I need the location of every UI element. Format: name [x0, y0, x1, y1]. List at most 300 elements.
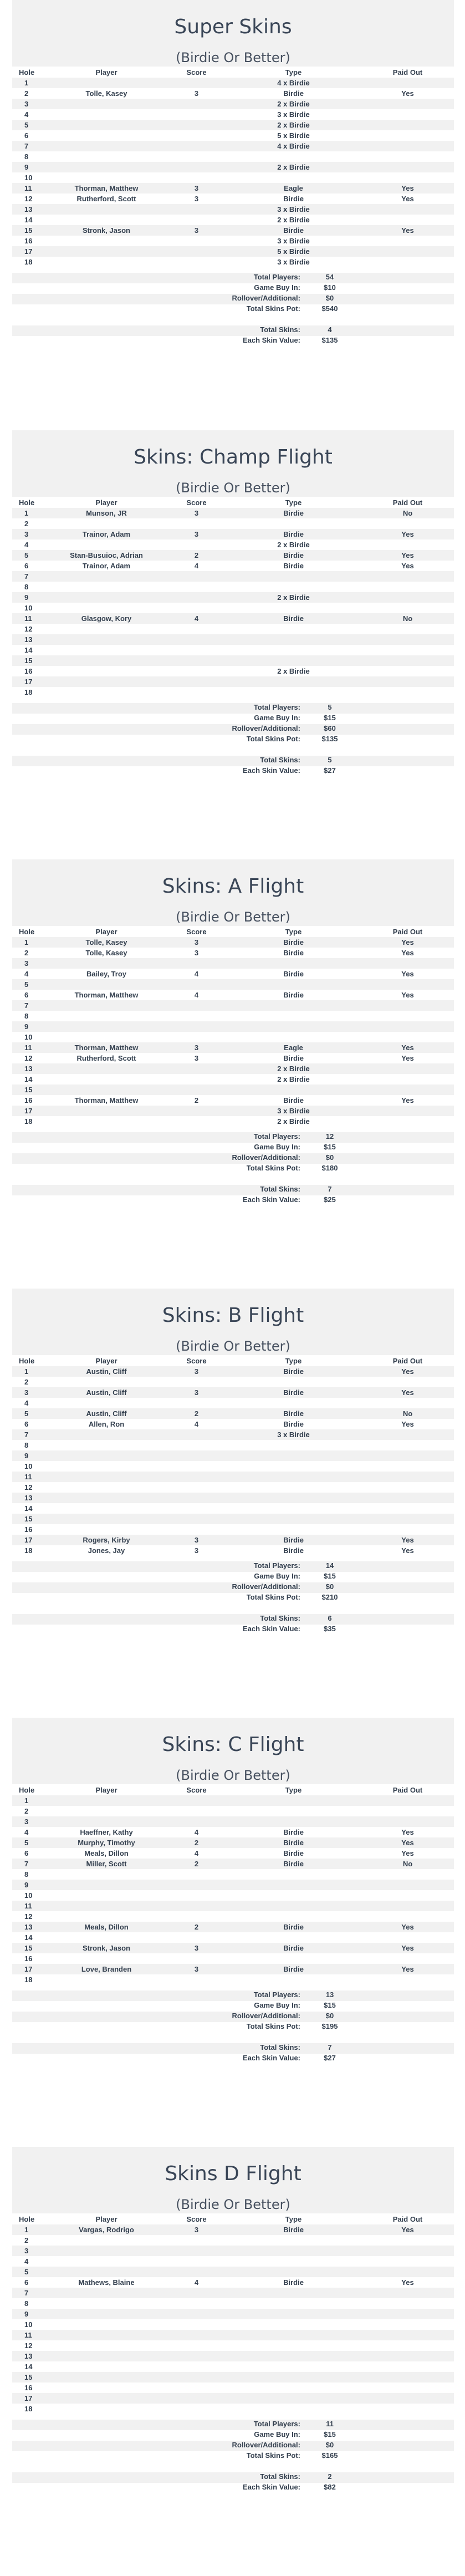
section-header	[12, 430, 454, 497]
skins-table	[12, 926, 454, 1127]
type-cell	[226, 1461, 361, 1472]
summary-label: Game Buy In:	[254, 1143, 300, 1151]
type-cell: Birdie	[226, 1408, 361, 1419]
hole-cell: 12	[12, 1911, 45, 1922]
hole-cell: 2	[12, 1377, 45, 1387]
type-cell	[226, 655, 361, 666]
hole-cell: 6	[12, 561, 45, 571]
score-cell: 3	[167, 1366, 226, 1377]
score-cell: 4	[167, 969, 226, 979]
table-row	[12, 120, 454, 130]
summary-skin-value	[12, 1195, 454, 1206]
player-cell	[45, 2246, 167, 2256]
table-row	[12, 1890, 454, 1901]
player-cell	[45, 2309, 167, 2319]
hole-header: Hole	[19, 927, 35, 936]
summary-rollover	[12, 294, 454, 304]
table-row	[12, 215, 454, 225]
score-header: Score	[186, 927, 207, 936]
section-title: Super Skins	[174, 16, 292, 38]
summary-skin-value	[12, 766, 454, 777]
summary-value: 13	[325, 1990, 334, 1999]
player-cell	[45, 78, 167, 88]
table-row	[12, 1042, 454, 1053]
hole-cell: 6	[12, 1848, 45, 1859]
summary-label: Total Skins Pot:	[246, 2022, 300, 2030]
hole-cell: 1	[12, 508, 45, 518]
player-cell	[45, 2319, 167, 2330]
summary-game-buy-in	[12, 714, 454, 724]
paid-out-cell: Yes	[361, 561, 454, 571]
type-cell	[226, 151, 361, 162]
table-row	[12, 2361, 454, 2372]
score-cell	[167, 624, 226, 634]
paid-out-cell: Yes	[361, 183, 454, 194]
summary-spacer	[12, 2462, 454, 2472]
table-row	[12, 645, 454, 655]
player-cell: Glasgow, Kory	[45, 613, 167, 624]
table-body	[12, 937, 454, 1127]
score-cell	[167, 1461, 226, 1472]
score-cell	[167, 2319, 226, 2330]
hole-cell: 12	[12, 1482, 45, 1493]
summary-total-skins	[12, 2472, 454, 2483]
player-cell	[45, 246, 167, 257]
summary-value: $10	[324, 283, 336, 292]
summary-label: Game Buy In:	[254, 283, 300, 292]
type-cell	[226, 2351, 361, 2361]
paid-out-cell	[361, 1482, 454, 1493]
type-cell	[226, 2246, 361, 2256]
player-cell	[45, 1880, 167, 1890]
score-cell	[167, 518, 226, 529]
player-cell	[45, 215, 167, 225]
player-cell	[45, 1806, 167, 1816]
paid-out-cell	[361, 1011, 454, 1021]
player-cell	[45, 1911, 167, 1922]
paid-out-cell	[361, 571, 454, 582]
score-cell	[167, 2288, 226, 2298]
paid-out-cell	[361, 2393, 454, 2404]
type-cell	[226, 172, 361, 183]
table-row	[12, 246, 454, 257]
paid-out-cell: Yes	[361, 194, 454, 204]
score-cell: 3	[167, 1535, 226, 1545]
player-cell	[45, 99, 167, 109]
type-cell	[226, 1440, 361, 1450]
table-row	[12, 1095, 454, 1106]
player-cell: Meals, Dillon	[45, 1848, 167, 1859]
table-row	[12, 571, 454, 582]
player-cell	[45, 979, 167, 990]
player-header: Player	[95, 1785, 117, 1794]
player-cell	[45, 1503, 167, 1514]
player-cell	[45, 1429, 167, 1440]
hole-cell: 13	[12, 1922, 45, 1932]
type-cell	[226, 1398, 361, 1408]
table-row	[12, 613, 454, 624]
hole-cell: 9	[12, 592, 45, 603]
table-row	[12, 2351, 454, 2361]
player-cell: Jones, Jay	[45, 1545, 167, 1556]
type-cell: Birdie	[226, 88, 361, 99]
table-row	[12, 2404, 454, 2414]
paid-out-cell: Yes	[361, 2277, 454, 2288]
score-cell	[167, 1493, 226, 1503]
paid-out-cell	[361, 2288, 454, 2298]
summary-total-players	[12, 1561, 454, 1572]
type-cell	[226, 1450, 361, 1461]
hole-cell: 10	[12, 172, 45, 183]
paid-out-cell	[361, 1890, 454, 1901]
hole-cell: 11	[12, 183, 45, 194]
score-cell	[167, 99, 226, 109]
type-cell	[226, 2235, 361, 2246]
table-row	[12, 183, 454, 194]
table-header-row	[12, 1784, 454, 1795]
paid-out-cell: Yes	[361, 2224, 454, 2235]
paid-out-cell	[361, 1880, 454, 1890]
summary-label: Total Skins:	[260, 2472, 300, 2481]
table-row	[12, 1535, 454, 1545]
section-header	[12, 1718, 454, 1784]
summary-value: $35	[324, 1625, 336, 1633]
type-cell: 2 x Birdie	[226, 1063, 361, 1074]
summary-skin-value	[12, 2483, 454, 2493]
score-cell: 3	[167, 194, 226, 204]
table-row	[12, 1827, 454, 1837]
type-cell: 3 x Birdie	[226, 257, 361, 267]
paid-out-cell	[361, 958, 454, 969]
table-row	[12, 2224, 454, 2235]
player-cell	[45, 1795, 167, 1806]
table-row	[12, 1932, 454, 1943]
hole-cell: 17	[12, 1964, 45, 1974]
type-cell	[226, 1974, 361, 1985]
table-row	[12, 1848, 454, 1859]
paid-out-cell	[361, 1514, 454, 1524]
summary-value: $27	[324, 766, 336, 775]
summary-value: $0	[325, 1582, 334, 1591]
table-row	[12, 1493, 454, 1503]
player-cell	[45, 141, 167, 151]
score-cell	[167, 1932, 226, 1943]
summary-total-skins	[12, 756, 454, 766]
table-row	[12, 236, 454, 246]
summary-total-players	[12, 1990, 454, 2001]
type-cell: Birdie	[226, 1419, 361, 1429]
summary-value: 54	[325, 273, 334, 281]
score-cell: 3	[167, 937, 226, 948]
player-cell	[45, 1974, 167, 1985]
summary-block	[12, 1561, 454, 1635]
score-cell	[167, 655, 226, 666]
type-cell	[226, 1377, 361, 1387]
table-row	[12, 1450, 454, 1461]
type-cell: 4 x Birdie	[226, 141, 361, 151]
score-cell	[167, 645, 226, 655]
hole-cell: 18	[12, 1974, 45, 1985]
table-row	[12, 1964, 454, 1974]
summary-value: 5	[328, 756, 332, 764]
paid-out-header: Paid Out	[392, 927, 423, 936]
player-cell: Trainor, Adam	[45, 561, 167, 571]
score-cell	[167, 2298, 226, 2309]
player-header: Player	[95, 498, 117, 507]
section-title: Skins: Champ Flight	[134, 446, 333, 469]
skins-table	[12, 1784, 454, 1985]
paid-out-cell	[361, 2361, 454, 2372]
summary-total-pot	[12, 2451, 454, 2462]
hole-cell: 16	[12, 2382, 45, 2393]
type-cell	[226, 1514, 361, 1524]
score-cell: 3	[167, 183, 226, 194]
summary-label: Total Skins:	[260, 1614, 300, 1622]
score-cell	[167, 1074, 226, 1085]
hole-cell: 1	[12, 937, 45, 948]
table-row	[12, 1545, 454, 1556]
player-header: Player	[95, 1356, 117, 1365]
type-cell: Birdie	[226, 613, 361, 624]
score-cell	[167, 582, 226, 592]
table-row	[12, 1461, 454, 1472]
type-cell: Birdie	[226, 2277, 361, 2288]
hole-cell: 13	[12, 2351, 45, 2361]
player-cell: Bailey, Troy	[45, 969, 167, 979]
table-row	[12, 1524, 454, 1535]
table-row	[12, 2246, 454, 2256]
type-cell: Birdie	[226, 1943, 361, 1953]
hole-cell: 8	[12, 151, 45, 162]
hole-cell: 7	[12, 571, 45, 582]
hole-cell: 10	[12, 603, 45, 613]
type-cell: Birdie	[226, 550, 361, 561]
score-cell	[167, 666, 226, 676]
hole-cell: 17	[12, 246, 45, 257]
table-row	[12, 1816, 454, 1827]
paid-out-cell	[361, 592, 454, 603]
player-cell	[45, 1000, 167, 1011]
table-row	[12, 1011, 454, 1021]
section-subtitle: (Birdie Or Better)	[176, 2197, 290, 2212]
type-cell	[226, 2298, 361, 2309]
hole-cell: 15	[12, 2372, 45, 2382]
hole-cell: 10	[12, 1032, 45, 1042]
score-cell	[167, 2404, 226, 2414]
summary-value: $0	[325, 1153, 334, 1162]
hole-cell: 5	[12, 120, 45, 130]
type-cell	[226, 1493, 361, 1503]
score-cell	[167, 2340, 226, 2351]
paid-out-cell	[361, 204, 454, 215]
hole-cell: 7	[12, 2288, 45, 2298]
type-cell	[226, 634, 361, 645]
table-row	[12, 1419, 454, 1429]
table-row	[12, 1440, 454, 1450]
type-header: Type	[285, 927, 302, 936]
type-header: Type	[285, 498, 302, 507]
hole-cell: 6	[12, 1419, 45, 1429]
summary-value: 4	[328, 325, 332, 334]
summary-total-players	[12, 2420, 454, 2430]
player-cell	[45, 109, 167, 120]
type-cell	[226, 1503, 361, 1514]
type-cell: Birdie	[226, 937, 361, 948]
summary-game-buy-in	[12, 2001, 454, 2012]
paid-out-cell	[361, 1106, 454, 1116]
table-row	[12, 1377, 454, 1387]
summary-label: Game Buy In:	[254, 2001, 300, 2009]
table-row	[12, 508, 454, 518]
score-cell	[167, 2235, 226, 2246]
table-row	[12, 1795, 454, 1806]
type-cell	[226, 518, 361, 529]
summary-total-skins	[12, 1185, 454, 1195]
summary-value: $15	[324, 2430, 336, 2438]
hole-cell: 16	[12, 1953, 45, 1964]
player-cell: Murphy, Timothy	[45, 1837, 167, 1848]
table-row	[12, 937, 454, 948]
paid-out-cell	[361, 2256, 454, 2267]
summary-value: $15	[324, 1143, 336, 1151]
paid-out-cell	[361, 141, 454, 151]
type-cell	[226, 624, 361, 634]
hole-cell: 15	[12, 1943, 45, 1953]
paid-out-cell	[361, 979, 454, 990]
table-header-row	[12, 926, 454, 937]
summary-game-buy-in	[12, 1143, 454, 1153]
table-row	[12, 194, 454, 204]
summary-label: Total Players:	[253, 1132, 300, 1141]
summary-label: Each Skin Value:	[242, 2483, 300, 2491]
type-cell: Birdie	[226, 948, 361, 958]
player-cell	[45, 645, 167, 655]
summary-value: $15	[324, 714, 336, 722]
hole-cell: 7	[12, 1859, 45, 1869]
hole-cell: 12	[12, 2340, 45, 2351]
player-cell	[45, 2330, 167, 2340]
paid-out-cell: Yes	[361, 1042, 454, 1053]
summary-spacer	[12, 1174, 454, 1185]
hole-cell: 4	[12, 109, 45, 120]
table-row	[12, 1032, 454, 1042]
player-cell: Mathews, Blaine	[45, 2277, 167, 2288]
paid-out-cell: Yes	[361, 550, 454, 561]
paid-out-cell	[361, 1032, 454, 1042]
player-cell	[45, 1472, 167, 1482]
table-row	[12, 529, 454, 539]
table-row	[12, 1806, 454, 1816]
player-cell	[45, 172, 167, 183]
table-header-row	[12, 497, 454, 508]
score-cell: 3	[167, 225, 226, 236]
table-row	[12, 990, 454, 1000]
hole-cell: 11	[12, 1901, 45, 1911]
hole-cell: 9	[12, 1450, 45, 1461]
hole-cell: 5	[12, 979, 45, 990]
table-row	[12, 2277, 454, 2288]
paid-out-cell: Yes	[361, 225, 454, 236]
summary-total-skins	[12, 2043, 454, 2054]
score-cell	[167, 246, 226, 257]
type-cell: Birdie	[226, 1848, 361, 1859]
score-cell	[167, 141, 226, 151]
type-cell: Birdie	[226, 508, 361, 518]
summary-value: $27	[324, 2054, 336, 2062]
hole-cell: 16	[12, 1524, 45, 1535]
summary-label: Total Players:	[253, 1561, 300, 1570]
table-row	[12, 78, 454, 88]
paid-out-cell	[361, 1021, 454, 1032]
skins-table	[12, 67, 454, 267]
table-row	[12, 550, 454, 561]
table-row	[12, 1021, 454, 1032]
score-cell	[167, 2382, 226, 2393]
player-cell: Thorman, Matthew	[45, 1095, 167, 1106]
table-body	[12, 1366, 454, 1556]
score-cell: 2	[167, 1922, 226, 1932]
paid-out-cell: Yes	[361, 88, 454, 99]
score-cell	[167, 2267, 226, 2277]
table-row	[12, 979, 454, 990]
hole-cell: 18	[12, 687, 45, 698]
player-cell: Thorman, Matthew	[45, 990, 167, 1000]
type-cell	[226, 571, 361, 582]
skins-section	[12, 859, 454, 1225]
skins-section	[12, 1718, 454, 2084]
hole-cell: 15	[12, 225, 45, 236]
paid-out-cell	[361, 1493, 454, 1503]
summary-block	[12, 2420, 454, 2493]
table-row	[12, 88, 454, 99]
paid-out-cell	[361, 1063, 454, 1074]
section-subtitle: (Birdie Or Better)	[176, 909, 290, 925]
type-cell	[226, 676, 361, 687]
score-cell	[167, 539, 226, 550]
paid-out-cell	[361, 130, 454, 141]
player-cell	[45, 204, 167, 215]
paid-out-cell	[361, 1911, 454, 1922]
hole-cell: 16	[12, 666, 45, 676]
type-cell: Birdie	[226, 969, 361, 979]
player-cell	[45, 130, 167, 141]
hole-cell: 14	[12, 1932, 45, 1943]
player-cell: Tolle, Kasey	[45, 937, 167, 948]
paid-out-cell: Yes	[361, 937, 454, 948]
type-cell	[226, 1032, 361, 1042]
player-header: Player	[95, 68, 117, 77]
paid-out-cell	[361, 582, 454, 592]
table-row	[12, 592, 454, 603]
paid-out-cell: Yes	[361, 529, 454, 539]
table-row	[12, 1974, 454, 1985]
type-cell: Birdie	[226, 1545, 361, 1556]
hole-cell: 13	[12, 634, 45, 645]
score-cell: 4	[167, 1419, 226, 1429]
table-header-row	[12, 2213, 454, 2224]
paid-out-cell	[361, 2330, 454, 2340]
table-row	[12, 666, 454, 676]
table-row	[12, 151, 454, 162]
hole-header: Hole	[19, 498, 35, 507]
type-cell: Birdie	[226, 1922, 361, 1932]
score-cell: 4	[167, 1827, 226, 1837]
player-cell	[45, 1398, 167, 1408]
summary-total-players	[12, 273, 454, 283]
score-cell	[167, 120, 226, 130]
score-cell	[167, 1514, 226, 1524]
score-cell	[167, 78, 226, 88]
